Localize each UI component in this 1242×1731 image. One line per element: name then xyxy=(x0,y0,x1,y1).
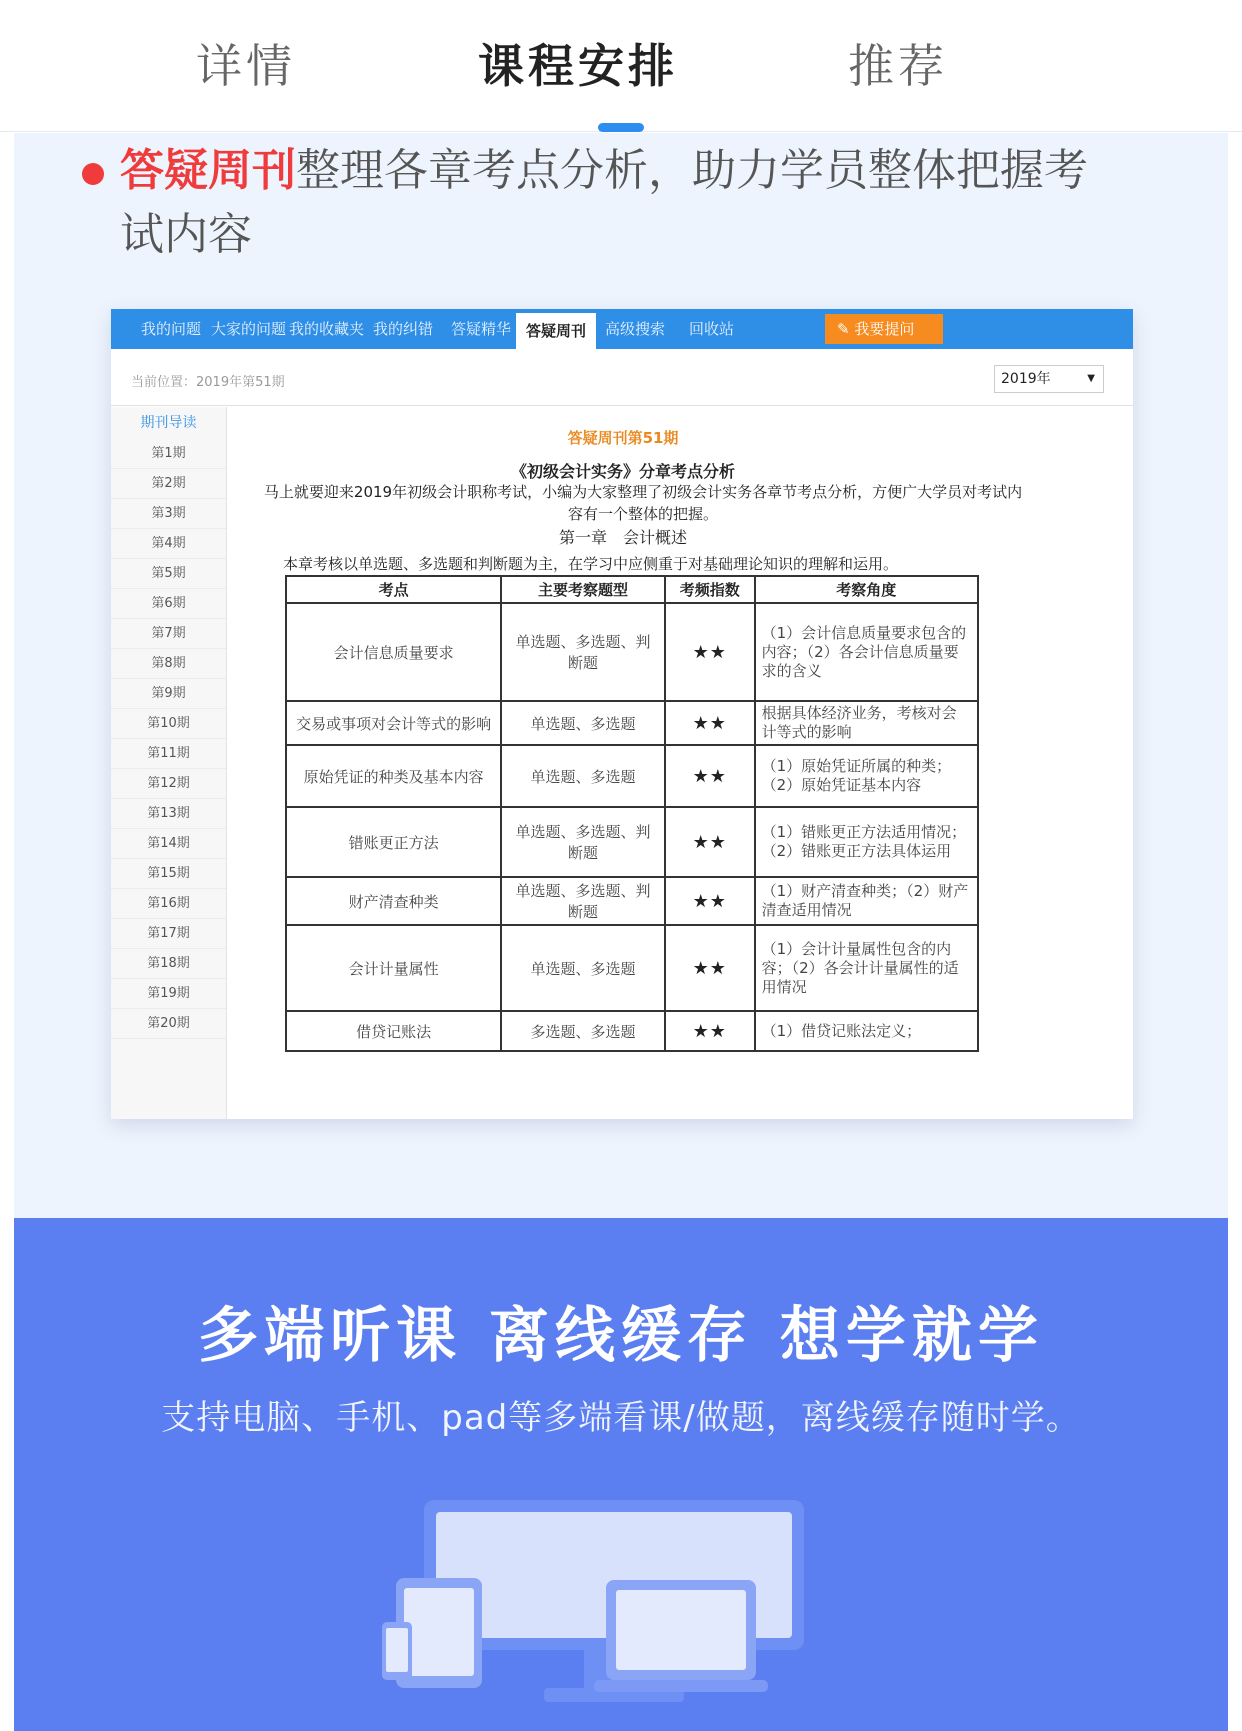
cell-angle: （1）会计计量属性包含的内容；（2）各会计计量属性的适用情况 xyxy=(755,925,978,1011)
feature-headline xyxy=(120,139,1120,267)
cell-angle: 根据具体经济业务，考核对会计等式的影响 xyxy=(755,701,978,745)
cell-type: 单选题、多选题 xyxy=(501,925,665,1011)
cell-type: 单选题、多选题、判断题 xyxy=(501,877,665,925)
cell-point: 交易或事项对会计等式的影响 xyxy=(286,701,501,745)
issue-link[interactable]: 第5期 xyxy=(111,559,226,589)
issue-link[interactable]: 第10期 xyxy=(111,709,226,739)
nav-my-favorites[interactable]: 我的收藏夹 xyxy=(289,320,365,338)
tab-details[interactable]: 详情 xyxy=(196,39,296,93)
bullet-dot xyxy=(82,163,104,185)
issue-link[interactable]: 第11期 xyxy=(111,739,226,769)
cell-point: 借贷记账法 xyxy=(286,1011,501,1051)
cell-freq: ★★ xyxy=(665,807,755,877)
nav-recycle-bin[interactable]: 回收站 xyxy=(689,320,735,338)
cell-type: 单选题、多选题、判断题 xyxy=(501,603,665,701)
feature-section xyxy=(14,133,1228,1218)
cell-type: 多选题、多选题 xyxy=(501,1011,665,1051)
headline-highlight: 答疑周刊 xyxy=(120,145,296,196)
cell-point: 会计信息质量要求 xyxy=(286,603,501,701)
cell-point: 财产清查种类 xyxy=(286,877,501,925)
exam-points-table xyxy=(285,575,979,1052)
issue-nav-title: 期刊导读 xyxy=(140,415,197,431)
devices-illustration-icon xyxy=(374,1500,854,1731)
chapter-note: 本章考核以单选题、多选题和判断题为主，在学习中应侧重于对基础理论知识的理解和运用。 xyxy=(283,555,899,573)
cell-type: 单选题、多选题 xyxy=(501,745,665,807)
table-row xyxy=(286,1011,978,1051)
cell-freq: ★★ xyxy=(665,1011,755,1051)
ask-question-button[interactable] xyxy=(825,314,943,344)
table-row xyxy=(286,807,978,877)
issue-link[interactable]: 第18期 xyxy=(111,949,226,979)
table-row xyxy=(286,603,978,701)
issue-link[interactable]: 第12期 xyxy=(111,769,226,799)
cell-type: 单选题、多选题 xyxy=(501,701,665,745)
tab-course-schedule[interactable]: 课程安排 xyxy=(478,39,678,93)
table-row xyxy=(286,925,978,1011)
top-tab-bar xyxy=(0,0,1242,132)
cell-angle: （1）原始凭证所属的种类；（2）原始凭证基本内容 xyxy=(755,745,978,807)
caret-down-icon: ▼ xyxy=(1087,373,1095,384)
column-header: 考点 xyxy=(286,576,501,603)
nav-qa-essence[interactable]: 答疑精华 xyxy=(451,320,512,338)
issue-link[interactable]: 第2期 xyxy=(111,469,226,499)
cell-angle: （1）会计信息质量要求包含的内容；（2）各会计信息质量要求的含义 xyxy=(755,603,978,701)
qa-navbar xyxy=(111,309,1133,349)
article-issue: 答疑周刊第51期 xyxy=(567,429,679,447)
column-header: 考频指数 xyxy=(665,576,755,603)
table-row xyxy=(286,745,978,807)
headline-text: 整理各章考点分析，助力学员整体把握考试内容 xyxy=(120,145,1088,260)
nav-everyone-questions[interactable]: 大家的问题 xyxy=(211,320,287,338)
article-title: 《初级会计实务》分章考点分析 xyxy=(510,462,735,481)
year-select-value: 2019年 xyxy=(1001,371,1051,387)
column-header: 考察角度 xyxy=(755,576,978,603)
issue-link[interactable]: 第13期 xyxy=(111,799,226,829)
year-select[interactable] xyxy=(994,365,1104,393)
pencil-icon: ✎ xyxy=(837,320,855,338)
cell-point: 原始凭证的种类及基本内容 xyxy=(286,745,501,807)
nav-qa-weekly[interactable]: 答疑周刊 xyxy=(516,313,596,349)
promo-subtitle: 支持电脑、手机、pad等多端看课/做题，离线缓存随时学。 xyxy=(161,1398,1081,1438)
cell-point: 错账更正方法 xyxy=(286,807,501,877)
issue-link[interactable]: 第9期 xyxy=(111,679,226,709)
ask-button-label: 我要提问 xyxy=(854,320,915,338)
issue-sidebar xyxy=(111,407,227,1119)
issue-link[interactable]: 第3期 xyxy=(111,499,226,529)
breadcrumb: 当前位置：2019年第51期 xyxy=(131,375,285,390)
issue-link[interactable]: 第4期 xyxy=(111,529,226,559)
tab-recommend[interactable]: 推荐 xyxy=(848,39,948,93)
issue-link[interactable]: 第14期 xyxy=(111,829,226,859)
nav-my-corrections[interactable]: 我的纠错 xyxy=(373,320,434,338)
cell-angle: （1）财产清查种类；（2）财产清查适用情况 xyxy=(755,877,978,925)
multi-device-promo xyxy=(14,1218,1228,1731)
issue-link[interactable]: 第7期 xyxy=(111,619,226,649)
issue-link[interactable]: 第8期 xyxy=(111,649,226,679)
nav-advanced-search[interactable]: 高级搜索 xyxy=(605,320,666,338)
cell-freq: ★★ xyxy=(665,701,755,745)
issue-link[interactable]: 第17期 xyxy=(111,919,226,949)
cell-angle: （1）借贷记账法定义； xyxy=(755,1011,978,1051)
qa-weekly-screenshot xyxy=(111,309,1133,1119)
cell-type: 单选题、多选题、判断题 xyxy=(501,807,665,877)
active-tab-indicator xyxy=(598,123,644,132)
promo-title: 多端听课 离线缓存 想学就学 xyxy=(198,1301,1044,1371)
issue-link[interactable]: 第15期 xyxy=(111,859,226,889)
cell-angle: （1）错账更正方法适用情况；（2）错账更正方法具体运用 xyxy=(755,807,978,877)
cell-point: 会计计量属性 xyxy=(286,925,501,1011)
cell-freq: ★★ xyxy=(665,877,755,925)
issue-link[interactable]: 第1期 xyxy=(111,439,226,469)
article-intro: 马上就要迎来2019年初级会计职称考试，小编为大家整理了初级会计实务各章节考点分析，方便广大学员对考试内容有一个整体的把握。 xyxy=(263,483,1023,523)
table-row xyxy=(286,877,978,925)
issue-link[interactable]: 第6期 xyxy=(111,589,226,619)
cell-freq: ★★ xyxy=(665,925,755,1011)
cell-freq: ★★ xyxy=(665,603,755,701)
issue-link[interactable]: 第20期 xyxy=(111,1009,226,1039)
chapter-heading: 第一章 会计概述 xyxy=(558,528,687,547)
column-header: 主要考察题型 xyxy=(501,576,665,603)
divider xyxy=(111,405,1133,406)
issue-link[interactable]: 第16期 xyxy=(111,889,226,919)
cell-freq: ★★ xyxy=(665,745,755,807)
table-row xyxy=(286,701,978,745)
issue-link[interactable]: 第19期 xyxy=(111,979,226,1009)
nav-my-questions[interactable]: 我的问题 xyxy=(141,320,202,338)
table-header-row xyxy=(286,576,978,603)
